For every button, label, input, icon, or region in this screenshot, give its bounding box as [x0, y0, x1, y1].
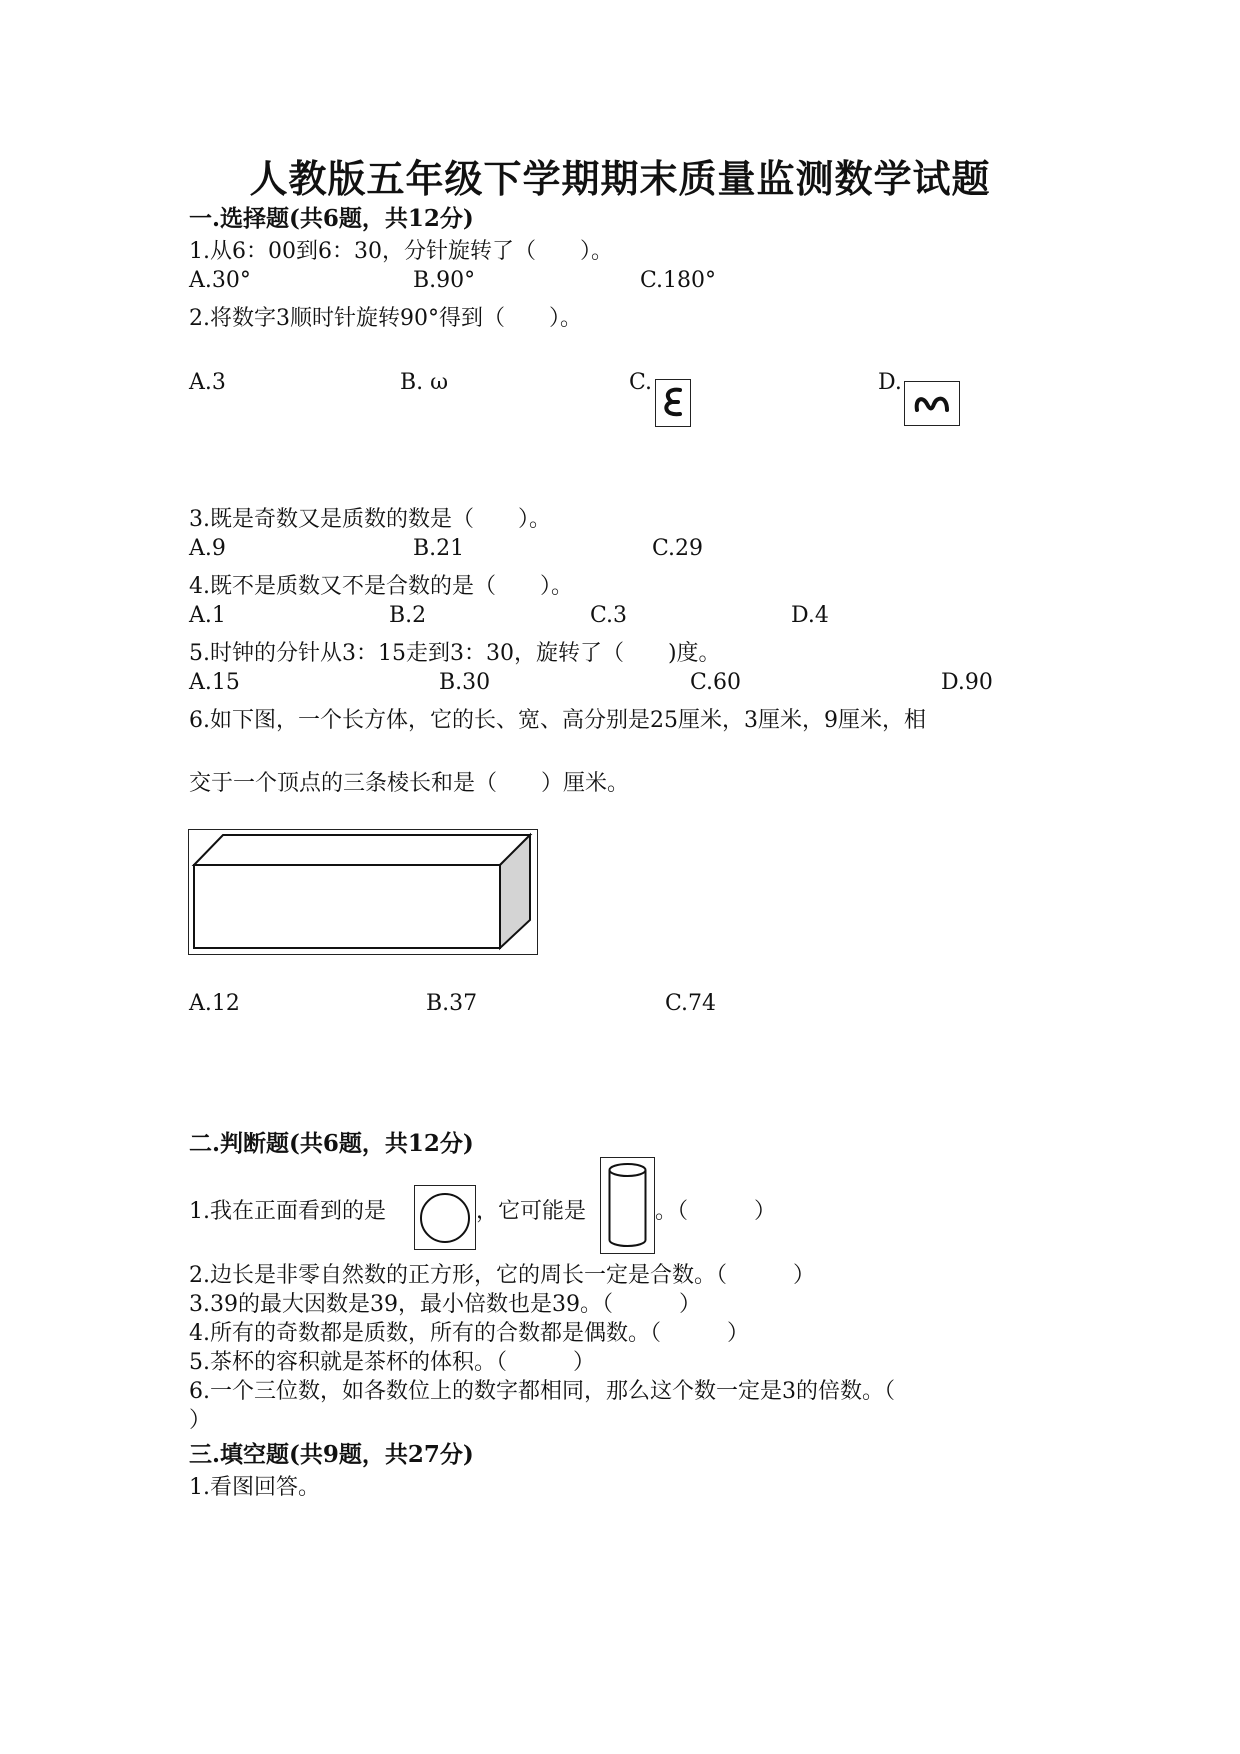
question-text: 2.将数字3顺时针旋转90°得到（ ）。	[189, 306, 582, 331]
question-text: 3.既是奇数又是质数的数是（ ）。	[189, 507, 551, 532]
question-text: 5.茶杯的容积就是茶杯的体积。（ ）	[189, 1350, 595, 1375]
question-text: 1.从6：00到6：30，分针旋转了（ ）。	[189, 239, 613, 264]
option-b: B.90°	[413, 268, 476, 293]
option-b: B.21	[413, 536, 465, 561]
question-text: 1.看图回答。	[189, 1475, 320, 1500]
option-b: B.37	[426, 991, 478, 1016]
cuboid-figure	[188, 829, 538, 955]
option-c: C.3	[590, 603, 628, 628]
question-text: 。（ ）	[655, 1199, 777, 1224]
rotated-three-epsilon-icon	[655, 379, 691, 427]
question-text: 2.边长是非零自然数的正方形，它的周长一定是合数。（ ）	[189, 1263, 815, 1288]
option-b: B.2	[389, 603, 427, 628]
cylinder-icon	[600, 1157, 655, 1254]
option-d: D.90	[941, 670, 993, 695]
question-text: 5.时钟的分针从3：15走到3：30，旋转了（ )度。	[189, 641, 721, 666]
question-text: 6.一个三位数，如各数位上的数字都相同，那么这个数一定是3的倍数。（	[189, 1379, 895, 1404]
question-text: 1.我在正面看到的是	[189, 1199, 386, 1224]
option-c: C.60	[690, 670, 742, 695]
option-b: B. ω	[400, 370, 449, 395]
option-a: A.30°	[189, 268, 251, 293]
question-text: 6.如下图，一个长方体，它的长、宽、高分别是25厘米，3厘米，9厘米，相	[189, 708, 926, 733]
question-text: ，它可能是	[476, 1199, 587, 1224]
option-a: A.9	[189, 536, 226, 561]
option-c: C.29	[652, 536, 704, 561]
question-text: 3.39的最大因数是39，最小倍数也是39。（ ）	[189, 1292, 701, 1317]
option-c: C.74	[665, 991, 717, 1016]
question-text: 4.所有的奇数都是质数，所有的合数都是偶数。（ ）	[189, 1321, 749, 1346]
question-text: ）	[189, 1408, 212, 1433]
option-a: A.3	[189, 370, 226, 395]
option-d: D.4	[791, 603, 829, 628]
question-text: 4.既不是质数又不是合数的是（ ）。	[189, 574, 573, 599]
question-text: 交于一个顶点的三条棱长和是（ ）厘米。	[189, 771, 630, 796]
section-heading-choice: 一.选择题(共6题，共12分)	[189, 205, 474, 232]
section-heading-fill-blank: 三.填空题(共9题，共27分)	[189, 1441, 474, 1468]
option-c: C.	[629, 370, 653, 395]
option-a: A.1	[189, 603, 226, 628]
option-b: B.30	[439, 670, 491, 695]
option-d: D.	[878, 370, 902, 395]
section-heading-judgement: 二.判断题(共6题，共12分)	[189, 1130, 474, 1157]
circle-icon	[414, 1185, 476, 1250]
option-a: A.12	[189, 991, 240, 1016]
option-a: A.15	[189, 670, 240, 695]
page-title: 人教版五年级下学期期末质量监测数学试题	[249, 156, 991, 201]
rotated-three-sideways-icon	[904, 381, 960, 426]
option-c: C.180°	[640, 268, 717, 293]
